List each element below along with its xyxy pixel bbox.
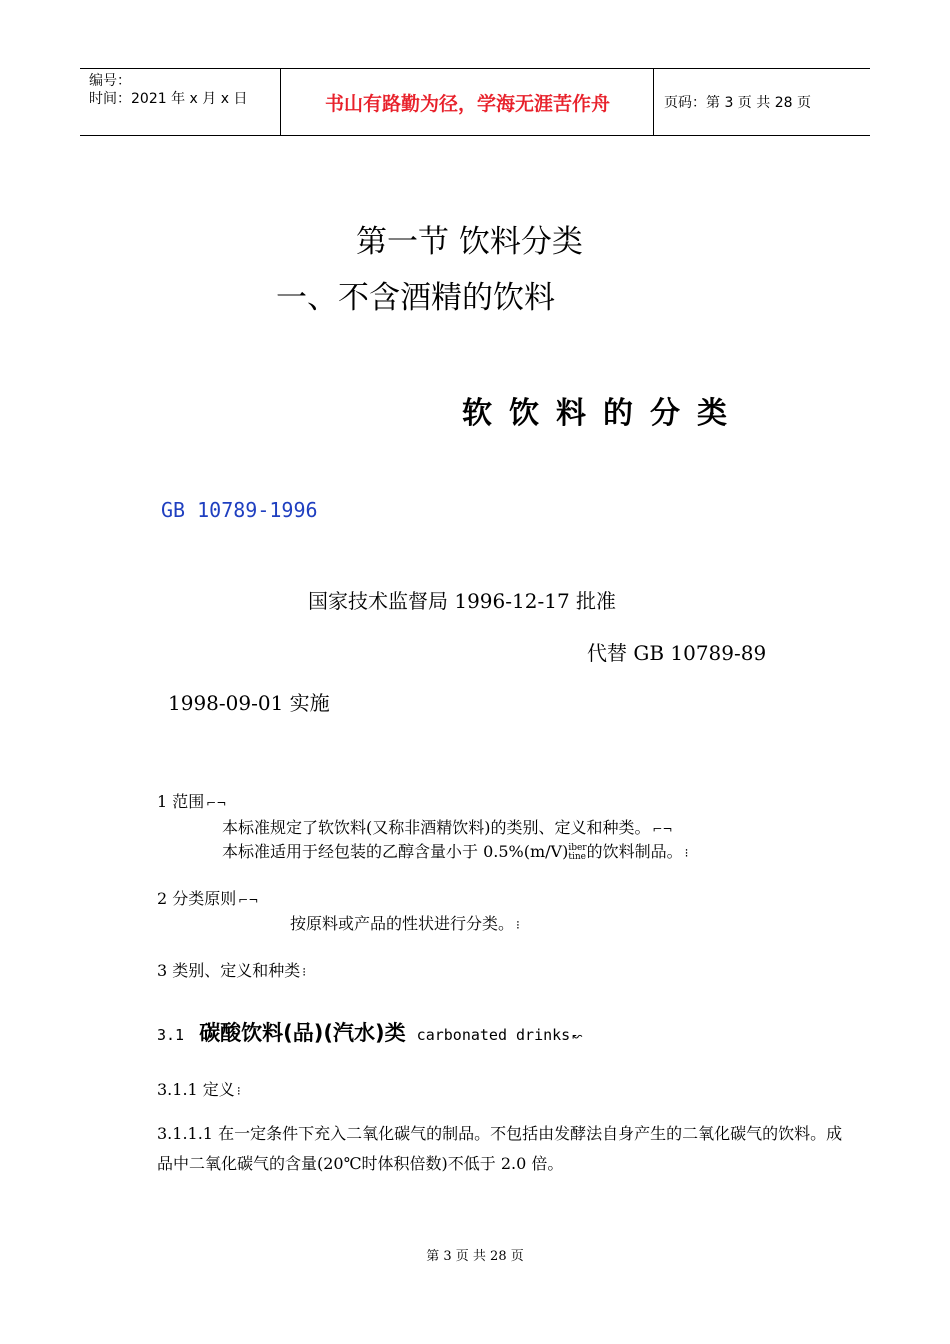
section-3-title-text: 3 类别、定义和种类 bbox=[157, 961, 301, 980]
superscript-top: iber bbox=[568, 842, 587, 853]
section-3-1-heading bbox=[157, 1017, 582, 1047]
standard-code: GB 10789-1996 bbox=[161, 498, 318, 522]
corner-mark: ⌐¬ bbox=[238, 892, 259, 907]
colon-mark: ⁝ bbox=[236, 1083, 241, 1098]
section-2-p1-text: 按原料或产品的性状进行分类。 bbox=[290, 914, 515, 933]
section-2-title bbox=[157, 886, 258, 909]
section-1-p2-text-b: 的饮料制品。 bbox=[586, 842, 683, 861]
section-2-paragraph bbox=[290, 911, 520, 934]
section-3-1-1-title bbox=[157, 1077, 241, 1100]
effective-line: 1998-09-01 实施 bbox=[168, 691, 330, 715]
header-motto: 书山有路勤为径，学海无涯苦作舟 bbox=[282, 69, 654, 135]
serial-label: 编号： bbox=[89, 73, 131, 89]
section-1-p1-text: 本标准规定了软饮料(又称非酒精饮料)的类别、定义和种类。 bbox=[222, 818, 651, 837]
date-label: 时间：2021 年 x 月 x 日 bbox=[89, 91, 248, 107]
header-page-label: 页码：第 3 页 共 28 页 bbox=[664, 95, 811, 111]
section-3-1-title: 碳酸饮料(品)(汽水)类 bbox=[199, 1021, 406, 1045]
swirl-mark: ↜ bbox=[572, 1028, 583, 1043]
page-footer: 第 3 页 共 28 页 bbox=[426, 1249, 524, 1264]
section-3-title bbox=[157, 958, 306, 981]
section-3-1-1-1-paragraph: 3.1.1.1 在一定条件下充入二氧化碳气的制品。不包括由发酵法自身产生的二氧化碳气的饮料。成品中二氧化碳气的含量(20℃时体积倍数)不低于 2.0 倍。 bbox=[157, 1124, 843, 1173]
page-header bbox=[80, 68, 870, 136]
approval-line: 国家技术监督局 1996-12-17 批准 bbox=[308, 589, 617, 613]
subsection-title: 一、不含酒精的饮料 bbox=[276, 280, 555, 316]
section-title: 第一节 饮料分类 bbox=[356, 224, 583, 260]
section-1-p2-text-a: 本标准适用于经包装的乙醇含量小于 0.5%(m/V) bbox=[222, 842, 569, 861]
section-3-1-1-title-text: 3.1.1 定义 bbox=[157, 1080, 235, 1099]
section-1-title bbox=[157, 789, 226, 812]
section-3-1-english: carbonated drinks bbox=[416, 1026, 571, 1044]
main-heading: 软饮料的分类 bbox=[462, 396, 744, 431]
replaces-line: 代替 GB 10789-89 bbox=[587, 641, 767, 665]
colon-mark: ⁝ bbox=[516, 917, 520, 932]
section-3-1-number: 3.1 bbox=[157, 1026, 185, 1044]
colon-mark: ⁝ bbox=[684, 845, 689, 860]
superscript-stack bbox=[568, 844, 586, 862]
superscript-bottom: tine bbox=[568, 851, 586, 862]
section-1-title-text: 1 范围 bbox=[157, 792, 205, 811]
header-meta bbox=[80, 69, 281, 135]
section-1-paragraph-2 bbox=[222, 839, 688, 862]
section-2-title-text: 2 分类原则 bbox=[157, 889, 237, 908]
colon-mark: ⁝ bbox=[302, 964, 307, 979]
section-1-paragraph-1 bbox=[222, 815, 673, 838]
corner-mark: ⌐¬ bbox=[652, 821, 673, 836]
corner-mark: ⌐¬ bbox=[206, 795, 227, 810]
